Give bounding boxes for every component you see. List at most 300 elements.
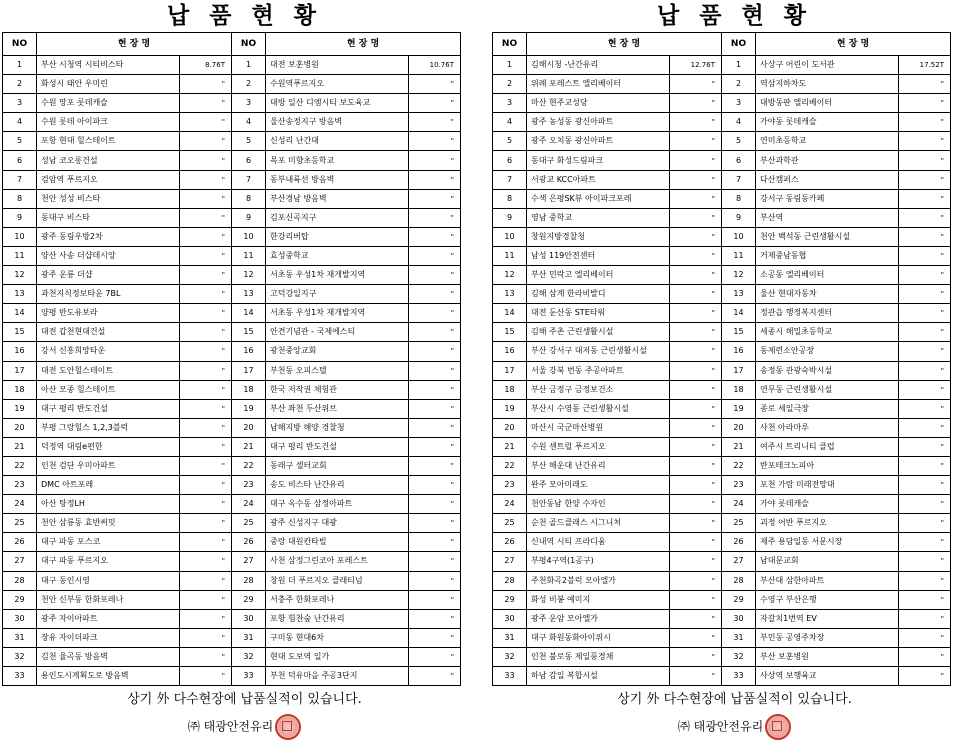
row-number: 8 <box>493 189 527 208</box>
row-number: 22 <box>493 456 527 475</box>
company-label: ㈜ 태광안전유리 <box>677 719 764 734</box>
table-row <box>3 609 461 628</box>
table-row <box>3 590 461 609</box>
row-number: 32 <box>232 647 266 666</box>
thickness-value: " <box>409 647 461 666</box>
table-row <box>493 418 951 437</box>
site-name: 서초동 우성1차 재개발지역 <box>266 304 409 323</box>
row-number: 3 <box>722 94 756 113</box>
site-name: 연미초등학교 <box>756 132 899 151</box>
table-row <box>493 571 951 590</box>
site-name: 마산시 국군마산병원 <box>527 418 670 437</box>
site-name: 신성리 난간대 <box>266 132 409 151</box>
row-number: 24 <box>3 495 37 514</box>
site-name: 한국 저작권 체험관 <box>266 380 409 399</box>
thickness-value: " <box>409 361 461 380</box>
thickness-value: " <box>180 552 232 571</box>
site-name: 부천동 오피스텔 <box>266 361 409 380</box>
row-number: 13 <box>232 285 266 304</box>
thickness-value: " <box>180 266 232 285</box>
table-row <box>3 437 461 456</box>
thickness-value: " <box>670 94 722 113</box>
company-seal-icon <box>765 714 791 740</box>
row-number: 5 <box>493 132 527 151</box>
table-row <box>3 571 461 590</box>
row-number: 10 <box>3 227 37 246</box>
site-name: 창원지방경찰청 <box>527 227 670 246</box>
site-name: 동부내륙선 방음벽 <box>266 170 409 189</box>
site-name: 부산 보훈병원 <box>756 647 899 666</box>
site-name: 천안 성성 비스타 <box>37 189 180 208</box>
site-name: 동래구 셀터교회 <box>266 456 409 475</box>
site-name: 주천화곡2블럭 모아엘가 <box>527 571 670 590</box>
site-name: 검암역 푸르지오 <box>37 170 180 189</box>
thickness-value: " <box>180 113 232 132</box>
thickness-value: 17.52T <box>899 56 951 75</box>
site-name: 용인도시계획도로 방음벽 <box>37 667 180 686</box>
site-name: 김천 율곡동 방음벽 <box>37 647 180 666</box>
row-number: 20 <box>232 418 266 437</box>
table-row <box>493 552 951 571</box>
thickness-value: " <box>899 342 951 361</box>
thickness-value: " <box>409 495 461 514</box>
thickness-value: " <box>899 647 951 666</box>
site-name: 강서구 동림동카페 <box>756 189 899 208</box>
site-name: 천안 신부동 한화포레나 <box>37 590 180 609</box>
thickness-value: " <box>180 189 232 208</box>
row-number: 11 <box>3 246 37 265</box>
row-number: 33 <box>3 667 37 686</box>
row-number: 14 <box>493 304 527 323</box>
site-name: 수색 은평SK뷰 아이파크포레 <box>527 189 670 208</box>
row-number: 33 <box>493 667 527 686</box>
thickness-value: " <box>899 667 951 686</box>
thickness-value: " <box>180 75 232 94</box>
table-row <box>3 667 461 686</box>
thickness-value: " <box>670 113 722 132</box>
row-number: 24 <box>722 495 756 514</box>
thickness-value: " <box>899 75 951 94</box>
site-name: 수영구 부산은행 <box>756 590 899 609</box>
thickness-value: " <box>670 170 722 189</box>
site-name: 소공동 엘리베이터 <box>756 266 899 285</box>
row-number: 15 <box>232 323 266 342</box>
thickness-value: " <box>670 132 722 151</box>
thickness-value: " <box>899 571 951 590</box>
row-number: 27 <box>3 552 37 571</box>
table-row <box>493 647 951 666</box>
thickness-value: " <box>899 495 951 514</box>
row-number: 23 <box>493 476 527 495</box>
row-number: 6 <box>3 151 37 170</box>
row-number: 29 <box>3 590 37 609</box>
row-number: 12 <box>3 266 37 285</box>
thickness-value: " <box>899 533 951 552</box>
row-number: 28 <box>493 571 527 590</box>
table-row <box>493 246 951 265</box>
site-name: 덕정역 대림e편한 <box>37 437 180 456</box>
table-row <box>493 189 951 208</box>
thickness-value: " <box>670 342 722 361</box>
thickness-value: " <box>409 285 461 304</box>
thickness-value: " <box>899 609 951 628</box>
thickness-value: " <box>180 246 232 265</box>
site-name: 다산캠퍼스 <box>756 170 899 189</box>
site-name: 가야동 롯데캐슬 <box>756 113 899 132</box>
row-number: 6 <box>232 151 266 170</box>
table-row <box>3 113 461 132</box>
site-name: 인천 검단 우미아파트 <box>37 456 180 475</box>
thickness-value: " <box>180 285 232 304</box>
row-number: 7 <box>493 170 527 189</box>
table-row <box>493 590 951 609</box>
row-number: 10 <box>232 227 266 246</box>
thickness-value: " <box>899 94 951 113</box>
row-number: 4 <box>722 113 756 132</box>
thickness-value: " <box>180 227 232 246</box>
thickness-value: " <box>409 628 461 647</box>
table-row <box>3 323 461 342</box>
table-row <box>493 456 951 475</box>
site-name: 한강리버탑 <box>266 227 409 246</box>
table-row <box>3 495 461 514</box>
thickness-value: " <box>180 361 232 380</box>
thickness-value: " <box>670 75 722 94</box>
thickness-value: " <box>899 113 951 132</box>
table-row <box>493 94 951 113</box>
thickness-value: " <box>180 323 232 342</box>
footer-note: 상기 外 다수현장에 납품실적이 있습니다. <box>617 692 852 707</box>
thickness-value: " <box>899 323 951 342</box>
thickness-value: " <box>180 590 232 609</box>
table-row <box>3 533 461 552</box>
row-number: 9 <box>722 208 756 227</box>
thickness-value: " <box>409 456 461 475</box>
thickness-value: 10.76T <box>409 56 461 75</box>
thickness-value: 12.76T <box>670 56 722 75</box>
site-name: 정관읍 행정복지센터 <box>756 304 899 323</box>
company-name <box>0 714 489 740</box>
site-name: 성남 코오롱건설 <box>37 151 180 170</box>
thickness-value: " <box>670 476 722 495</box>
header-no: NO <box>493 33 527 56</box>
site-name: 대구 평리 반도건설 <box>266 437 409 456</box>
row-number: 17 <box>3 361 37 380</box>
table-header-row <box>3 33 461 56</box>
row-number: 1 <box>722 56 756 75</box>
table-row <box>3 514 461 533</box>
thickness-value: " <box>670 571 722 590</box>
row-number: 3 <box>3 94 37 113</box>
site-name: 대전 갑천현대건설 <box>37 323 180 342</box>
page-title: 납 품 현 황 <box>657 3 812 29</box>
row-number: 18 <box>493 380 527 399</box>
site-name: 포항 현대 힐스테이트 <box>37 132 180 151</box>
row-number: 11 <box>232 246 266 265</box>
table-row <box>3 189 461 208</box>
row-number: 13 <box>493 285 527 304</box>
table-row <box>493 227 951 246</box>
row-number: 6 <box>493 151 527 170</box>
row-number: 26 <box>232 533 266 552</box>
thickness-value: " <box>670 552 722 571</box>
thickness-value: " <box>180 533 232 552</box>
header-no: NO <box>232 33 266 56</box>
thickness-value: " <box>409 571 461 590</box>
row-number: 33 <box>722 667 756 686</box>
row-number: 8 <box>232 189 266 208</box>
table-row <box>493 380 951 399</box>
row-number: 5 <box>722 132 756 151</box>
row-number: 10 <box>722 227 756 246</box>
row-number: 9 <box>493 208 527 227</box>
row-number: 29 <box>232 590 266 609</box>
site-name: 동대구 화성드림파크 <box>527 151 670 170</box>
row-number: 4 <box>3 113 37 132</box>
site-name: 양평 반도유보라 <box>37 304 180 323</box>
thickness-value: " <box>180 304 232 323</box>
row-number: 22 <box>3 456 37 475</box>
row-number: 7 <box>722 170 756 189</box>
table-row <box>3 246 461 265</box>
table-row <box>3 151 461 170</box>
site-name: 순천 골드클래스 시그니처 <box>527 514 670 533</box>
site-name: DMC 아트포레 <box>37 476 180 495</box>
thickness-value: " <box>899 132 951 151</box>
table-row <box>3 342 461 361</box>
site-name: 중랑 대원칸타빌 <box>266 533 409 552</box>
site-name: 동제련소안공장 <box>756 342 899 361</box>
row-number: 18 <box>3 380 37 399</box>
row-number: 20 <box>722 418 756 437</box>
table-row <box>493 399 951 418</box>
site-name: 광주 자이아파트 <box>37 609 180 628</box>
thickness-value: " <box>670 609 722 628</box>
table-row <box>493 667 951 686</box>
site-name: 광주 운룡 더샵 <box>37 266 180 285</box>
row-number: 8 <box>3 189 37 208</box>
site-name: 영남 중학교 <box>527 208 670 227</box>
header-site-name: 현 장 명 <box>527 33 722 56</box>
row-number: 8 <box>722 189 756 208</box>
site-name: 화성 비봉 예미지 <box>527 590 670 609</box>
row-number: 7 <box>232 170 266 189</box>
site-name: 사천 아라마루 <box>756 418 899 437</box>
site-name: 남성 119안전센터 <box>527 246 670 265</box>
row-number: 31 <box>493 628 527 647</box>
row-number: 28 <box>722 571 756 590</box>
thickness-value: " <box>409 266 461 285</box>
site-name: 위례 포레스트 엘리베이터 <box>527 75 670 94</box>
table-row <box>493 495 951 514</box>
site-name: 광주 오치동 광신아파트 <box>527 132 670 151</box>
site-name: 천안동남 한양 수자인 <box>527 495 670 514</box>
row-number: 25 <box>722 514 756 533</box>
thickness-value: " <box>180 418 232 437</box>
site-name: 부산역 <box>756 208 899 227</box>
page-title: 납 품 현 황 <box>167 3 322 29</box>
row-number: 13 <box>3 285 37 304</box>
row-number: 4 <box>493 113 527 132</box>
thickness-value: " <box>899 227 951 246</box>
site-name: 울산송정지구 방음벽 <box>266 113 409 132</box>
row-number: 5 <box>3 132 37 151</box>
table-row <box>3 94 461 113</box>
site-name: 강서 신흥희망타운 <box>37 342 180 361</box>
thickness-value: " <box>670 437 722 456</box>
row-number: 16 <box>722 342 756 361</box>
thickness-value: " <box>899 285 951 304</box>
thickness-value: " <box>670 514 722 533</box>
site-name: 대전 보훈병원 <box>266 56 409 75</box>
site-name: 부산 시청역 시티비스타 <box>37 56 180 75</box>
thickness-value: " <box>409 399 461 418</box>
site-name: 장유 자이더파크 <box>37 628 180 647</box>
site-name: 부평4구역(1공구) <box>527 552 670 571</box>
site-name: 대구 평리 반도건설 <box>37 399 180 418</box>
thickness-value: " <box>180 667 232 686</box>
table-row <box>3 476 461 495</box>
row-number: 19 <box>3 399 37 418</box>
header-site-name: 현 장 명 <box>37 33 232 56</box>
row-number: 9 <box>232 208 266 227</box>
row-number: 32 <box>722 647 756 666</box>
row-number: 33 <box>232 667 266 686</box>
thickness-value: " <box>409 151 461 170</box>
site-name: 부천 덕유마을 주공3단지 <box>266 667 409 686</box>
row-number: 22 <box>722 456 756 475</box>
site-name: 현대 도보역 일가 <box>266 647 409 666</box>
site-name: 부산과학관 <box>756 151 899 170</box>
row-number: 26 <box>3 533 37 552</box>
site-name: 대전 둔산동 STE타워 <box>527 304 670 323</box>
site-name: 송정동 관광숙박시설 <box>756 361 899 380</box>
site-name: 자갈치1번역 EV <box>756 609 899 628</box>
table-row <box>493 533 951 552</box>
site-name: 괴정 어반 푸르지오 <box>756 514 899 533</box>
site-name: 대구 옥수동 삼정아파트 <box>266 495 409 514</box>
table-row <box>3 304 461 323</box>
site-name: 대구 동인시영 <box>37 571 180 590</box>
company-label: ㈜ 태광안전유리 <box>187 719 274 734</box>
row-number: 13 <box>722 285 756 304</box>
thickness-value: " <box>899 399 951 418</box>
site-name: 사천 삼정그린코아 포레스트 <box>266 552 409 571</box>
row-number: 25 <box>493 514 527 533</box>
thickness-value: " <box>180 342 232 361</box>
row-number: 27 <box>232 552 266 571</box>
site-name: 연무동 근린생활시설 <box>756 380 899 399</box>
table-row <box>3 170 461 189</box>
row-number: 16 <box>3 342 37 361</box>
row-number: 11 <box>493 246 527 265</box>
site-name: 울산 현대자동차 <box>756 285 899 304</box>
row-number: 2 <box>232 75 266 94</box>
thickness-value: " <box>180 476 232 495</box>
site-name: 포항 힘찬숲 난간유리 <box>266 609 409 628</box>
table-row <box>3 380 461 399</box>
thickness-value: " <box>670 399 722 418</box>
site-name: 포천 가람 미래전망대 <box>756 476 899 495</box>
table-row <box>3 208 461 227</box>
site-name: 구미동 현대6차 <box>266 628 409 647</box>
row-number: 25 <box>232 514 266 533</box>
thickness-value: " <box>899 380 951 399</box>
thickness-value: " <box>180 628 232 647</box>
site-name: 대구 파동 포스코 <box>37 533 180 552</box>
thickness-value: " <box>409 609 461 628</box>
thickness-value: " <box>899 189 951 208</box>
site-name: 반포테크노피아 <box>756 456 899 475</box>
thickness-value: " <box>670 590 722 609</box>
thickness-value: " <box>899 418 951 437</box>
thickness-value: " <box>409 75 461 94</box>
row-number: 31 <box>722 628 756 647</box>
site-name: 화성시 태안 우미린 <box>37 75 180 94</box>
row-number: 15 <box>722 323 756 342</box>
row-number: 29 <box>493 590 527 609</box>
thickness-value: " <box>180 437 232 456</box>
row-number: 12 <box>232 266 266 285</box>
site-name: 천안 삼룡동 효반써밋 <box>37 514 180 533</box>
thickness-value: " <box>670 304 722 323</box>
table-row <box>493 437 951 456</box>
row-number: 26 <box>722 533 756 552</box>
site-name: 목포 미향초등학교 <box>266 151 409 170</box>
table-row <box>493 628 951 647</box>
row-number: 1 <box>493 56 527 75</box>
table-row <box>3 75 461 94</box>
table-row <box>493 132 951 151</box>
site-name: 김해시청 -난간유리 <box>527 56 670 75</box>
site-name: 서광교 KCC아파트 <box>527 170 670 189</box>
table-row <box>493 304 951 323</box>
thickness-value: " <box>670 647 722 666</box>
thickness-value: " <box>899 246 951 265</box>
row-number: 6 <box>722 151 756 170</box>
header-no: NO <box>3 33 37 56</box>
header-site-name: 현 장 명 <box>756 33 951 56</box>
row-number: 19 <box>232 399 266 418</box>
thickness-value: " <box>670 227 722 246</box>
thickness-value: " <box>180 399 232 418</box>
table-row <box>493 113 951 132</box>
thickness-value: " <box>409 552 461 571</box>
thickness-value: " <box>670 495 722 514</box>
site-name: 부산대 삼한아파트 <box>756 571 899 590</box>
thickness-value: " <box>670 266 722 285</box>
table-row <box>3 56 461 75</box>
row-number: 14 <box>3 304 37 323</box>
thickness-value: " <box>670 380 722 399</box>
row-number: 32 <box>493 647 527 666</box>
row-number: 14 <box>232 304 266 323</box>
row-number: 32 <box>3 647 37 666</box>
site-name: 서충주 한화포레나 <box>266 590 409 609</box>
thickness-value: " <box>409 590 461 609</box>
row-number: 15 <box>493 323 527 342</box>
site-name: 동대구 비스타 <box>37 208 180 227</box>
site-name: 효성중학교 <box>266 246 409 265</box>
delivery-table-right <box>492 32 951 686</box>
row-number: 29 <box>722 590 756 609</box>
thickness-value: " <box>180 647 232 666</box>
thickness-value: " <box>409 113 461 132</box>
thickness-value: " <box>180 94 232 113</box>
thickness-value: " <box>409 170 461 189</box>
thickness-value: " <box>180 132 232 151</box>
table-row <box>493 285 951 304</box>
